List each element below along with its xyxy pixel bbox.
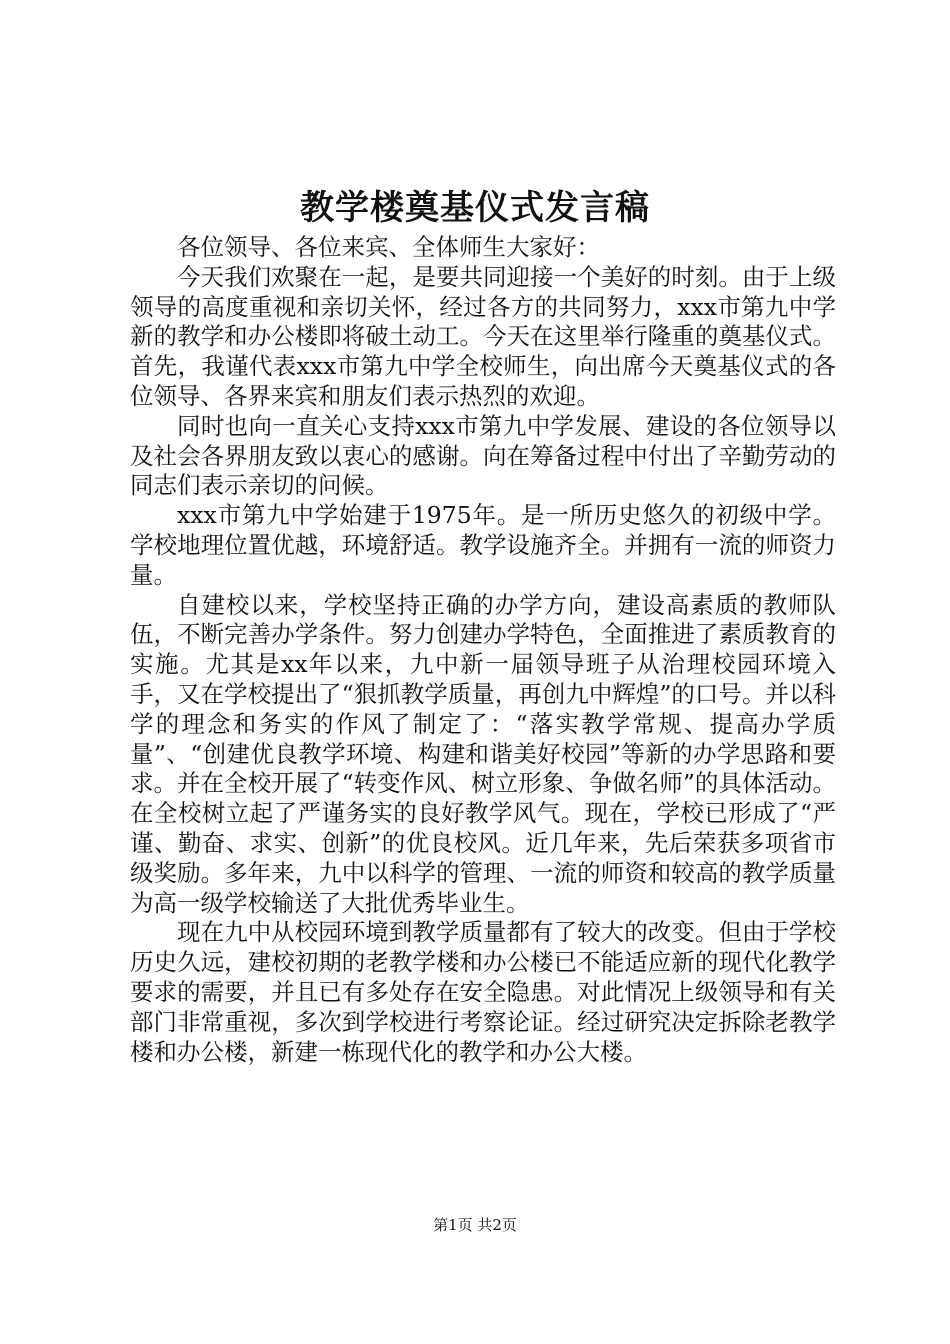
paragraph-school-history: xxx市第九中学始建于1975年。是一所历史悠久的初级中学。学校地理位置优越，环境舒适。教学设施齐全。并拥有一流的师资力量。 bbox=[130, 501, 836, 589]
page-number-footer: 第1页 共2页 bbox=[433, 1216, 517, 1234]
paragraph-welcome: 今天我们欢聚在一起，是要共同迎接一个美好的时刻。由于上级领导的高度重视和亲切关怀，经过各方的共同努力，xxx市第九中学新的教学和办公楼即将破土动工。今天在这里举行隆重的奠基仪式。首先，我谨代表xxx市第九中学全校师生，向出席今天奠基仪式的各位领导、各界来宾和朋友们表示热烈的欢迎。 bbox=[130, 262, 836, 410]
document-body bbox=[130, 233, 836, 1067]
paragraph-new-building: 现在九中从校园环境到教学质量都有了较大的改变。但由于学校历史久远，建校初期的老教学楼和办公楼已不能适应新的现代化教学要求的需要，并且已有多处存在安全隐患。对此情况上级领导和有关部门非常重视，多次到学校进行考察论证。经过研究决定拆除老教学楼和办公楼，新建一栋现代化的教学和办公大楼。 bbox=[130, 918, 836, 1066]
paragraph-greeting: 各位领导、各位来宾、全体师生大家好： bbox=[177, 233, 600, 261]
paragraph-thanks: 同时也向一直关心支持xxx市第九中学发展、建设的各位领导以及社会各界朋友致以衷心的感谢。向在筹备过程中付出了辛勤劳动的同志们表示亲切的问候。 bbox=[130, 411, 836, 500]
paragraph-achievements: 自建校以来，学校坚持正确的办学方向，建设高素质的教师队伍，不断完善办学条件。努力创建办学特色，全面推进了素质教育的实施。尤其是xx年以来，九中新一届领导班子从治理校园环境入手，又在学校提出了“狠抓教学质量，再创九中辉煌”的口号。并以科学的理念和务实的作风了制定了：“落实教学常规、提高办学质量”、“创建优良教学环境、构建和谐美好校园”等新的办学思路和要求。并在全校开展了“转变作风、树立形象、争做名师”的具体活动。在全校树立起了严谨务实的良好教学风气。现在，学校已形成了“严谨、勤奋、求实、创新”的优良校风。近几年来，先后荣获多项省市级奖励。多年来，九中以科学的管理、一流的师资和较高的教学质量为高一级学校输送了大批优秀毕业生。 bbox=[130, 590, 836, 917]
document-title: 教学楼奠基仪式发言稿 bbox=[300, 188, 650, 228]
